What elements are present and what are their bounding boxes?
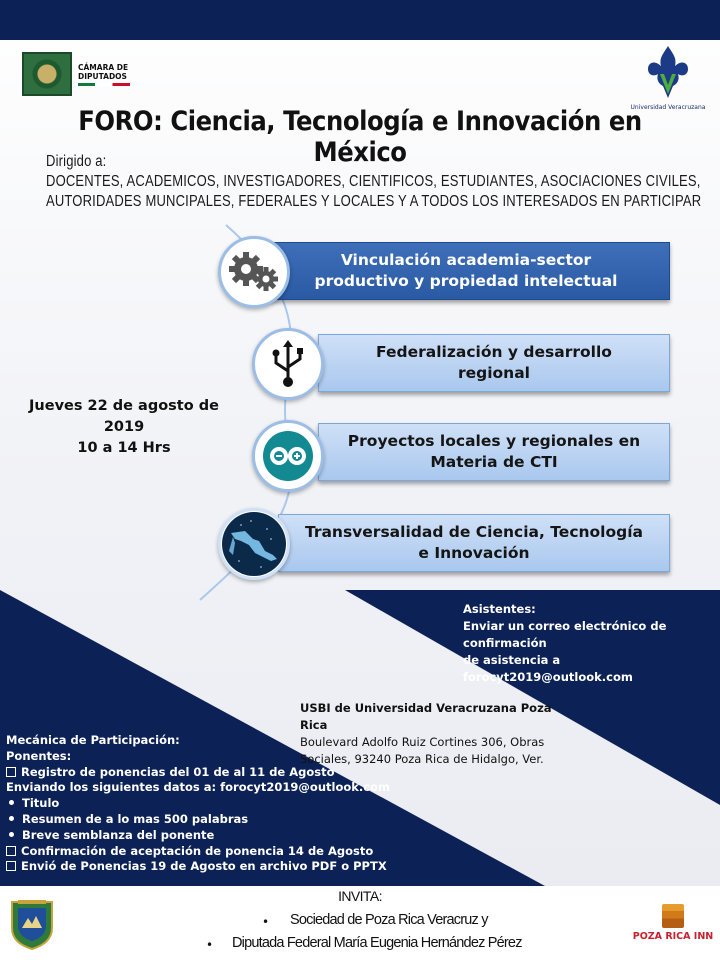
bullet-text-1: Titulo [22,796,60,811]
topic-card-2 [318,334,670,392]
topic-card-3 [318,423,670,481]
registro-row [6,765,366,781]
venue-line-2: Sociales, 93240 Poza Rica de Hidalgo, Ver. [300,752,544,766]
camara-logo-line-1: CÁMARA DE [78,62,129,72]
uv-fleur-icon [645,44,691,100]
mexico-map-icon [221,511,287,577]
checkbox-icon [6,767,16,777]
bullet-text-2: Resumen de a lo mas 500 palabras [22,811,249,826]
topic-circle-2 [252,328,324,400]
poza-rica-inn-mark-icon [662,904,684,928]
mecanica-block [6,733,390,875]
bullet-row-2 [6,812,366,828]
bullet-row-3 [6,828,366,844]
topic-card-4 [278,514,670,572]
envio-row [6,859,387,875]
audience-lead: Dirigido a: [46,153,107,170]
usb-icon [268,339,308,389]
audience-line-2: AUTORIDADES MUNCIPALES, FEDERALES Y LOCALES Y A TODOS LOS INTERESADOS EN PARTICIPAR [46,193,702,210]
topic-circle-3 [252,420,324,492]
asistentes-title: Asistentes: [463,602,536,616]
event-time: 10 a 14 Hrs [77,440,171,456]
topic-label-3: Proyectos locales y regionales en Materia de CTI [347,432,641,471]
bullet-icon [9,832,14,837]
asistentes-block [463,601,720,686]
gears-icon [224,247,284,297]
municipal-shield-logo [8,898,56,950]
flag-stripe [78,83,130,86]
confirmacion-text: Confirmación de aceptación de ponencia 14 de Agosto [21,843,374,858]
event-date: Jueves 22 de agosto de 2019 [29,398,219,435]
topic-label-4: Transversalidad de Ciencia, Tecnología e Innovación [304,523,644,562]
bullet-text-3: Breve semblanza del ponente [22,827,215,842]
mecanica-title: Mecánica de Participación: [6,733,180,747]
uv-logo-text: Universidad Veracruzana [630,104,706,111]
camara-seal-icon [22,52,72,96]
topic-label-2: Federalización y desarrollo regional [376,343,612,382]
bullet-icon: • [262,915,270,929]
topic-circle-4 [218,508,290,580]
universidad-veracruzana-logo [626,44,710,111]
venue-title: USBI de Universidad Veracruzana Poza Rica [300,701,552,732]
registro-text: Registro de ponencias del 01 de al 11 de Agosto [21,764,335,779]
venue-line-1: Boulevard Adolfo Ruiz Cortines 306, Obras [300,735,545,749]
camara-diputados-logo [22,52,130,96]
topic-label-1: Vinculación academia-sector productivo y propiedad intelectual [314,251,618,290]
poza-rica-inn-logo [628,904,718,942]
bullet-icon [9,800,14,805]
bullet-icon: • [206,938,214,952]
checkbox-icon [6,861,16,871]
invita-item-2: Diputada Federal María Eugenia Hernández Pérez [232,935,522,951]
audience-line-1: DOCENTES, ACADEMICOS, INVESTIGADORES, CIENTIFICOS, ESTUDIANTES, ASOCIACIONES CIVILES, [46,173,701,190]
event-date-block [14,396,234,459]
topic-circle-1 [218,236,290,308]
bullet-icon [9,816,14,821]
poza-rica-inn-text: POZA RICA INN [632,931,714,942]
invita-label: INVITA: [338,888,382,904]
envio-text: Envió de Ponencias 19 de Agosto en archivo PDF o PPTX [21,859,387,874]
confirmacion-row [6,843,374,860]
bullet-row-1 [6,796,366,812]
invita-item-1: Sociedad de Poza Rica Veracruz y [290,912,488,928]
topic-card-1 [262,242,670,300]
camara-logo-line-2: DIPUTADOS [78,71,127,81]
asistentes-line-2: de asistencia a forocyt2019@outlook.com [463,653,633,684]
asistentes-line-1: Enviar un correo electrónico de confirmación [463,619,667,650]
checkbox-icon [6,846,16,856]
arduino-icon [260,428,316,484]
ponentes-label: Ponentes: [6,748,72,763]
audience-block [46,152,702,212]
page-title: FORO: Ciencia, Tecnología e Innovación en México [78,106,642,168]
enviando-row: Enviando los siguientes datos a: forocyt2019@outlook.com [6,780,390,795]
